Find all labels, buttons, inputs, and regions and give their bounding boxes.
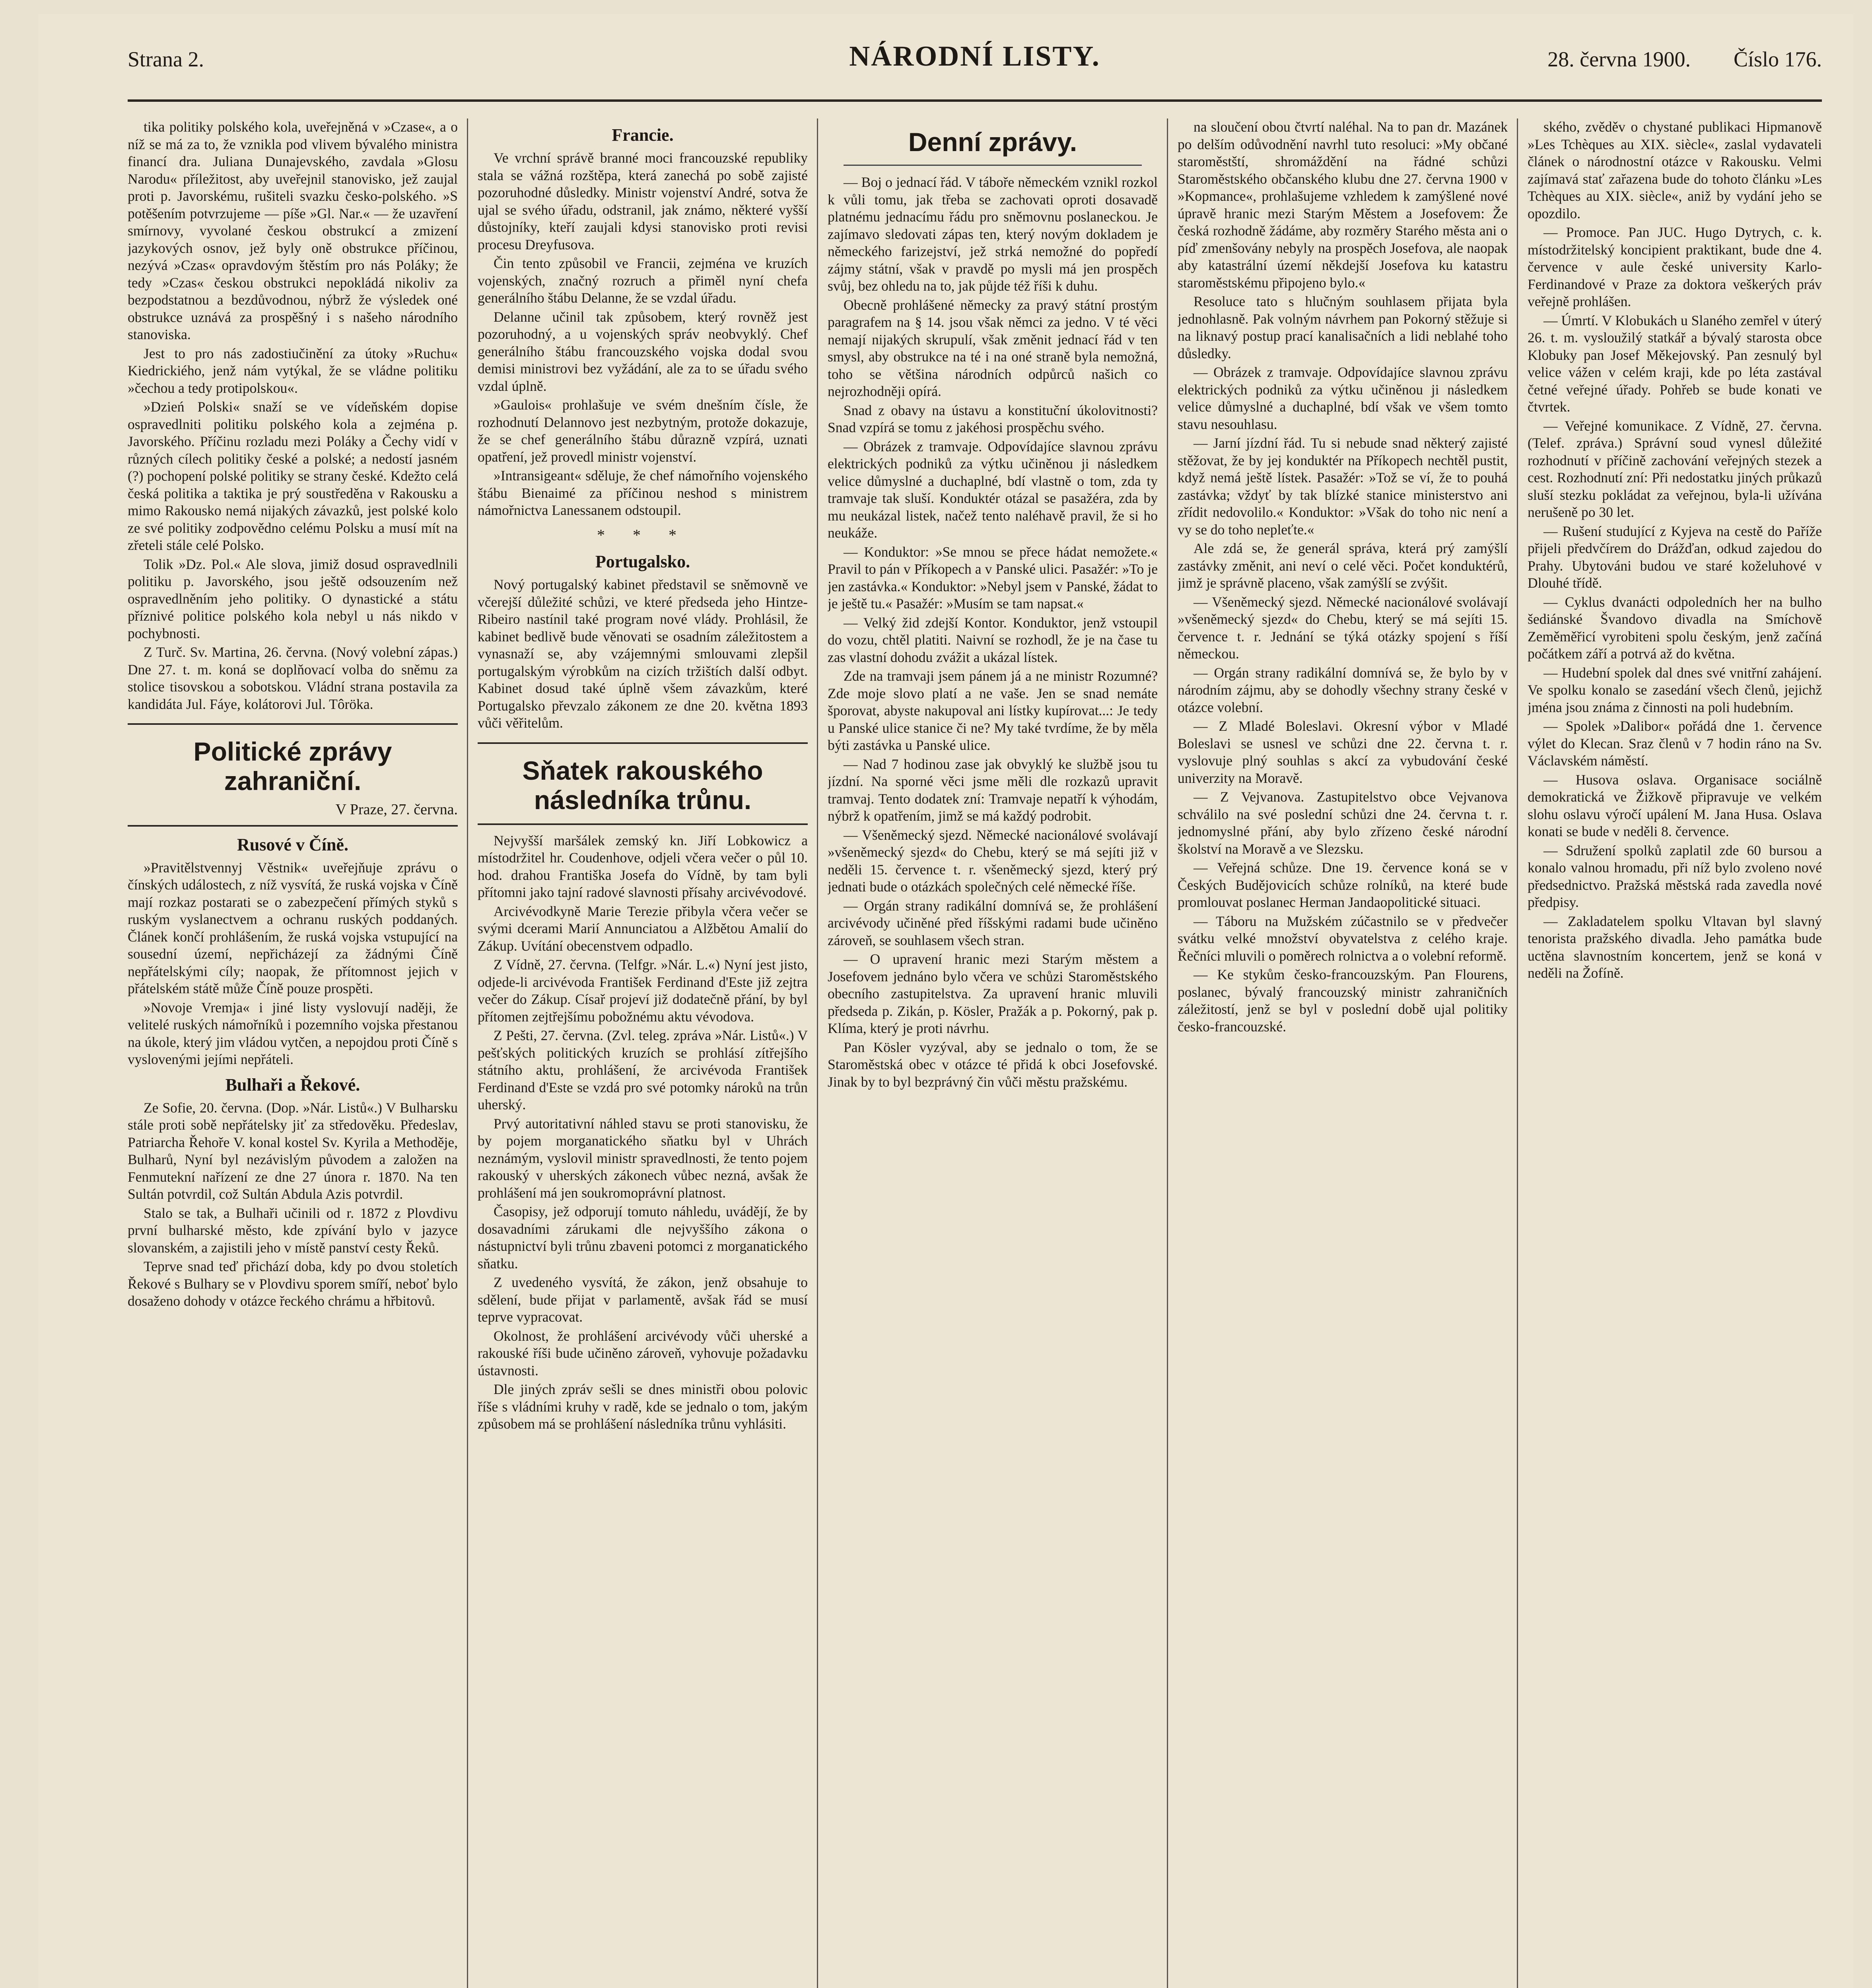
article-paragraph: tika politiky polského kola, uveřejněná v »Czase«, a o níž se má za to, že vznikla pod vlivem bývalého ministra financí dra. Juliana Dunajevského, zavdala »Glosu Narodu« příležitost, aby uveřejnil stanovisko, jež zaujal proti p. Javorskému, rušiteli svazku česko-polského. »S potěšením potvrzujeme — píše »Gl. Nar.« — že uzavření smírnovy, vyvolané českou obstrukcí a zmizení jazykových osnov, jež byly oně obstrukce příčinou, nezývá »Czas« opravdovým štěstím pro nás Poláky; že tedy »Czas« českou obstrukci nepokládá nikoliv za bezpodstatnou a bezdůvodnou, nýbrž že výsledek oné obstrukce uznává za prospěšný i s našeho národního stanoviska. [128, 119, 458, 342]
article-paragraph: Okolnost, že prohlášení arcivévody vůči uherské a rakouské říši bude učiněno zároveň, vyhovuje požadavku ústavnosti. [478, 1328, 808, 1378]
article-title: Francie. [612, 125, 674, 145]
article-paragraph: Zde na tramvaji jsem pánem já a ne ministr Rozumné? Zde moje slovo platí a ne vaše. Jen se snad nemáte šporovat, abyste nakupoval ani lístky kupírovat...: Je tedy u Panské ulice stanice či ne? My také tvrdíme, že by měla býti zastávka u Panské ulice. [828, 668, 1158, 753]
section-divider: * * * [597, 526, 688, 544]
article-paragraph: Prvý autoritativní náhled stavu se proti stanovisku, že by pojem morganatického sňatku byl v Uhrách neznámým, vyslovil ministr spravedlnosti, že tento pojem rakouský v uherských zákonech vůbec nezná, avšak že prohlášení má jen soukromoprávní platnost. [478, 1115, 808, 1201]
article-paragraph: — Orgán strany radikální domnívá se, že bylo by v národním zájmu, aby se dohodly všechny strany české v otázce volební. [1178, 664, 1508, 715]
section-box [128, 723, 458, 827]
article-paragraph: — Všeněmecký sjezd. Německé nacionálové svolávají »všeněmecký sjezd« do Chebu, který se má sejíti 15. července t. r. Jednání se týká otázky spojení s říší německou. [1178, 594, 1508, 662]
article-paragraph: — Z Mladé Boleslavi. Okresní výbor v Mladé Boleslavi se usnesl ve schůzi dne 22. června t. r. vyslovuje plný souhlas s akcí za vybudování české univerzity na Moravě. [1178, 718, 1508, 786]
column-5 [1528, 118, 1822, 1988]
article-paragraph: Z Turč. Sv. Martina, 26. června. (Nový volební zápas.) Dne 27. t. m. koná se doplňovací volba do sněmu za stolice tisovskou a sobotskou. Vládní strana postavila za kandidáta Jul. Fáye, kolátorovi Jul. Tôröka. [128, 644, 458, 712]
article-paragraph: Nejvyšší maršálek zemský kn. Jiří Lobkowicz a místodržitel hr. Coudenhove, odjeli včera večer o půl 10. hod. drahou Františka Josefa do Vídně, by tam byli přítomni jako tajní radové slavnosti přísahy arcivévodové. [478, 832, 808, 900]
column-3 [828, 118, 1158, 1988]
article-paragraph: — Jarní jízdní řád. Tu si nebude snad některý zajisté stěžovat, že by jej konduktér na Příkopech nechtěl pustit, když nemá ještě lístek. Pasažér: »Tož se ví, že to pouhá zastávka; vždyť by tak blízké stanice ministerstvo ani zřídit nedovolilo.« Konduktor: »Však do toho nic není a vy se do toho nepleťte.« [1178, 435, 1508, 538]
article-paragraph: »Novoje Vremja« i jiné listy vyslovují naději, že velitelé ruských námořníků i pozemního vojska přestanou na úkole, který jim vládou vytčen, a nepojdou proti Číně s vyslovenými jejími nepřáteli. [128, 999, 458, 1067]
article-paragraph: Stalo se tak, a Bulhaři učinili od r. 1872 z Plovdivu první bulharské město, kde zpívání bylo v jazyce slovanském, a zajistili jeho v místě panství cesty Řeků. [128, 1205, 458, 1256]
article-paragraph: Ale zdá se, že generál správa, která prý zamýšlí zastávky změnit, ani neví o celé věci. Počet konduktérů, jimž je správně placeno, však zamýšlí se zvýšit. [1178, 540, 1508, 591]
article-paragraph: ského, zvěděv o chystané publikaci Hipmanově »Les Tchèques au XIX. siècle«, zaslal vydavateli článek o národnostní otázce v Rakousku. Velmi zajímavá stať zařazena bude do tohoto článku »Les Tchèques au XIX. siècle«, aniž by vydání jeho se opozdilo. [1528, 119, 1822, 221]
article-paragraph: — Obrázek z tramvaje. Odpovídajíce slavnou zprávu elektrických podniků za výtku učiněnou ji následkem velice důmyslné a duchaplné, bdí však ve všem tomto stavu nesouhlasu. [1178, 364, 1508, 432]
section-title: Sňatek rakouského následníka trůnu. [522, 755, 763, 815]
column-rule [467, 118, 468, 1988]
article-paragraph: Z Pešti, 27. června. (Zvl. teleg. zpráva »Nár. Listů«.) V pešťských politických kruzích se prohlásí zítřejšího státního aktu, prohlášení, že arcivévoda František Ferdinand d'Este se vzdá pro své potomky nároků na trůn uherský. [478, 1027, 808, 1112]
article-paragraph: Nový portugalský kabinet představil se sněmovně ve včerejší důležité schůzi, ve které předseda jeho Hintze-Ribeiro nastínil také program nové vlády. Prohlásil, že kabinet bedlivě bude věnovati se osadním záležitostem a vynasnaží se, aby vzájemnými smlouvami zlepšil portugalským výrobkům na cizích tržištích další odbyt. Kabinet dosud také úplně všem závazkům, které Portugalsko převzalo zákonem ze dne 20. května 1893 vůči věřitelům. [478, 577, 808, 731]
article-paragraph: — Husova oslava. Organisace sociálně demokratická ve Žižkově připravuje ve velkém slohu oslavu výročí upálení M. Jana Husa. Oslava konati se bude v neděli 8. července. [1528, 771, 1822, 839]
article-paragraph: — Veřejná schůze. Dne 19. července koná se v Českých Budějovicích schůze rolníků, na které bude promlouvat poslanec Herman Jandaopolitické situaci. [1178, 860, 1508, 910]
article-paragraph: — Konduktor: »Se mnou se přece hádat nemožete.« Pravil to pán v Příkopech a v Panské ulici. Pasažér: »To je jen zastávka.« Konduktor: »Nebyl jsem v Panské, žádat to je ještě tu.« Pasažér: »Musím se tam napsat.« [828, 544, 1158, 612]
page-header [128, 31, 1822, 91]
article-paragraph: Obecně prohlášené německy za pravý státní prostým paragrafem na § 14. jsou však němci za jedno. V té věci nemají nijakých skrupulí, však změnit jednací řád v ten smysl, aby obstrukce na té i na oné straně byla nemožná, toho se většina národních odpůrců našich co nejrozhodněji opírá. [828, 297, 1158, 399]
article-paragraph: — Ke stykům česko-francouzským. Pan Flourens, poslanec, bývalý francouzský ministr zahraničních záležitostí, jenž se byl v poslední době ujal politiky česko-francouzské. [1178, 967, 1508, 1035]
article-paragraph: — Všeněmecký sjezd. Německé nacionálové svolávají »všeněmecký sjezd« do Chebu, který se má sejíti již v neděli 15. července t. r. všeněmecký sjezd, který prý jednati bude o otázkách společných celé německé říše. [828, 827, 1158, 895]
article-paragraph: Z Vídně, 27. června. (Telfgr. »Nár. L.«) Nyní jest jisto, odjede-li arcivévoda František Ferdinand d'Este již zejtra večer do Zákup. Císař projeví již dodatečně přání, by byl přítomen zejtřejšímu pobožnému aktu vévodova. [478, 957, 808, 1025]
article-paragraph: Tolik »Dz. Pol.« Ale slova, jimiž dosud ospravedlnili politiku p. Javorského, jsou ještě odsouzením než ospravedlněním jeho politiky. O dynastické a státu příznivé politice polského kola nebyl u nás nikdo v pochybnosti. [128, 556, 458, 641]
article-paragraph: — Hudební spolek dal dnes své vnitřní zahájení. Ve spolku konalo se zasedání všech členů, jejichž jména jsou známa z činnosti na poli hudebním. [1528, 664, 1822, 715]
article-paragraph: — Nad 7 hodinou zase jak obvyklý ke službě jsou tu jízdní. Na sporné věci jsme měli dle rozkazů upravit tramvaj. Tento dodatek zní: Tramvaje nepatří k výhodám, nýbrž k opatřením, jimž se má každý podrobit. [828, 756, 1158, 824]
article-paragraph: — Z Vejvanova. Zastupitelstvo obce Vejvanova schválilo na své poslední schůzi dne 24. června t. r. jednomyslné přání, aby bylo zřízeno české národní školství na Moravě a ve Slezsku. [1178, 789, 1508, 857]
article-paragraph: — Boj o jednací řád. V táboře německém vznikl rozkol k vůli tomu, jak třeba se zachovati oproti dosavadě platnému jednacímu řádu pro sněmovnu poslaneckou. Je zajímavo sledovati zápas ten, který novým dokladem je německého farizejství, jež strká nemožné do popředí zájmy státní, však v pravdě po mysli má jen prospěch svůj, bez ohledu na to, jak půjde též říši k duhu. [828, 174, 1158, 294]
article-paragraph: — Sdružení spolků zaplatil zde 60 bursou a konalo valnou hromadu, při níž bylo zvoleno nové předsednictvo. Pražská městská rada zavedla nové předpisy. [1528, 842, 1822, 910]
column-rule [1517, 118, 1518, 1988]
issue-date: 28. června 1900. [1547, 47, 1691, 71]
article-paragraph: Pan Kösler vyzýval, aby se jednalo o tom, že se Staroměstská obec v otázce té přidá k obci Josefovské. Jinak by to byl bezprávný čin vůči městu pražskému. [828, 1039, 1158, 1090]
article-paragraph: — Veřejné komunikace. Z Vídně, 27. června. (Telef. zpráva.) Správní soud vynesl důležité rozhodnutí v příčině zachování veřejných stezek a cest. Rozhodnutí zní: Při nedostatku jiných průkazů sluší stezku pokládat za veřejnou, byla-li užívána nerušeně po 30 let. [1528, 417, 1822, 520]
article-paragraph: »Gaulois« prohlašuje ve svém dnešním čísle, že rozhodnutí Delannovo jest nezbytným, protože dokazuje, že se chef generálního štábu důrazně vzpírá, uznati opatření, jež provedl ministr vojenství. [478, 397, 808, 465]
article-paragraph: Jest to pro nás zadostiučinění za útoky »Ruchu« Kiedrickiého, jenž nám vytýkal, že se vládne politiku »čechou a tedy protipolskou«. [128, 345, 458, 396]
section-title: Denní zprávy. [908, 127, 1077, 157]
article-paragraph: — Orgán strany radikální domnívá se, že prohlášení arcivévody učiněné před říšskými radami bude učiněno zároveň, se souhlasem všech stran. [828, 897, 1158, 948]
article-paragraph: — Zakladatelem spolku Vltavan byl slavný tenorista pražského divadla. Jeho památka bude uctěna slavnostním koncertem, jenž se koná v neděli na Žofíně. [1528, 913, 1822, 981]
article-title: Portugalsko. [595, 552, 690, 571]
section-box [478, 742, 808, 825]
article-paragraph: Z uvedeného vysvítá, že zákon, jenž obsahuje to sdělení, bude přijat v parlamentě, avšak řád se musí teprve vypracovat. [478, 1274, 808, 1325]
article-paragraph: »Intransigeant« sděluje, že chef námořního vojenského štábu Bienaimé za příčinou neshod s ministrem námořnictva Lanessanem odstoupil. [478, 468, 808, 518]
article-title: Rusové v Číně. [237, 835, 348, 854]
article-paragraph: »Dzień Polski« snaží se ve vídeňském dopise ospravedlniti politiku polského kola a zejména p. Javorského. Příčinu rozladu mezi Poláky a Čechy vidí v různých cílech politiky české a polské; a nedostí jasném (?) pochopení polské politiky se strany české. Kdežto celá česká politika a taktika je prý soustředěna v Rakousku a mimo Rakousko nemá nijakých závazků, jest polské kolo ze své politiky zodpovědno celému Polsku a musí mít na zřeteli stále celé Polsko. [128, 399, 458, 553]
column-1 [128, 118, 458, 1988]
column-rule [1167, 118, 1168, 1988]
section-title: Politické zprávy zahraniční. [193, 737, 392, 796]
article-paragraph: — Spolek »Dalibor« pořádá dne 1. července výlet do Klecan. Sraz členů v 7 hodin ráno na Sv. Václavském náměstí. [1528, 718, 1822, 769]
article-paragraph: — Rušení studující z Kyjeva na cestě do Paříže přijeli předvčírem do Drážďan, odkud zajedou do Prahy. Ubytováni budou ve staré koželuhové v Dlouhé třídě. [1528, 523, 1822, 591]
article-paragraph: Časopisy, jež odporují tomuto náhledu, uvádějí, že by dosavadními zárukami dle nejvyššího zákona o nástupnictví byli trůnu zbaveni potomci z morganatického sňatku. [478, 1204, 808, 1272]
article-paragraph: Čin tento způsobil ve Francii, zejména ve kruzích vojenských, značný rozruch a přiměl nyní chefa generálního štábu Delanne, že se vzdal úřadu. [478, 255, 808, 306]
article-paragraph: na sloučení obou čtvrtí naléhal. Na to pan dr. Mazánek po delším odůvodnění navrhl tuto resoluci: »My občané staroměstští, shromáždění na řádné schůzi Staroměstského občanského klubu dne 27. června 1900 v »Kopmance«, prohlašujeme vzhledem k zamýšlené nové úpravě hranic mezi Starým Městem a Josefovem: Že česká rozhodně žádáme, aby rozměry Starého města ani o píď zmenšovány nebyly na prospěch Josefova, ale naopak aby katastrální území někdejší Josefova ku katastru staroměstskému připojeno bylo.« [1178, 119, 1508, 291]
article-paragraph: — Cyklus dvanácti odpoledních her na bulho šediánské Švandovo divadla na Smíchově Zeměměřicí vyrobiteni spolu českým, jenž začíná počátkem září a potrvá až do května. [1528, 594, 1822, 662]
article-paragraph: Arcivévodkyně Marie Terezie přibyla včera večer se svými dcerami Marií Annunciatou a Alžbětou Amalií do Zákup. Uvítání obecenstvem odpadlo. [478, 903, 808, 954]
article-paragraph: — Velký žid zdejší Kontor. Konduktor, jenž vstoupil do vozu, chtěl platiti. Naivní se rozhodl, že je na čase tu zas vlastní dohodu zvážit a ukázal lístek. [828, 614, 1158, 665]
column-2 [478, 118, 808, 1988]
header-rule [128, 99, 1822, 102]
article-paragraph: »Pravitělstvennyj Věstnik« uveřejňuje zprávu o čínských událostech, z níž vysvítá, že ruská vojska v Číně mají rozkaz postarati se o zabezpečení přímých styků s ruským vyslanectvem a ochranu ruských poddaných. Článek končí prohlášením, že ruská vojska vstupující na sousední území, nepřicházejí za žádnými Číně nepřátelskými cíly; naopak, že přítomnost jejich v přátelském státě může Číně pouze prospěti. [128, 859, 458, 996]
page-number: Strana 2. [128, 47, 204, 71]
article-title: Bulhaři a Řekové. [225, 1075, 360, 1095]
article-paragraph: — Obrázek z tramvaje. Odpovídajíce slavnou zprávu elektrických podniků za výtku učiněnou ji následkem velice důmyslné a duchaplné, bdí vlastně o tom, zda ty tramvaje tak sluší. Konduktér otázal se pasažéra, zda by mu neukázal listek, načež tento naléhavě pravil, že si ho neukáže. [828, 438, 1158, 541]
section-date: V Praze, 27. června. [335, 801, 458, 818]
article-paragraph: — O upravení hranic mezi Starým městem a Josefovem jednáno bylo včera ve schůzi Staroměstského obecního zastupitelstva. Za upravení hranic mluvili předseda p. Zikán, p. Kösler, Pražák a p. Pokorný, pak p. Klíma, který je proti návrhu. [828, 951, 1158, 1036]
newspaper-page [38, 14, 1853, 1988]
column-rule [817, 118, 818, 1988]
article-paragraph: Delanne učinil tak způsobem, který rovněž jest pozoruhodný, a u vojenských správ neobvyklý. Chef generálního štábu francouzského vojska dodal svou demisi ministrovi bez vyžádání, ale za to se úřadu svého vzdal úplně. [478, 309, 808, 394]
title-rule [844, 165, 1142, 166]
article-paragraph: Ze Sofie, 20. června. (Dop. »Nár. Listů«.) V Bulharsku stále proti sobě nepřátelsky jiť za středověku. Předeslav, Patriarcha Řehoře V. konal kostel Sv. Kyrila a Methoděje, Bulharů, Nyní byl nezávislým původem a založen na Fenmutekní nařízení ze dne 27 února r. 1870. Na ten Sultán potvrdil, což Sultán Abdula Azis potvrdil. [128, 1099, 458, 1202]
article-paragraph: Ve vrchní správě branné moci francouzské republiky stala se vážná rozštěpa, která zanechá po sobě zajisté pozoruhodné důsledky. Ministr vojenství André, sotva že ujal se svého úřadu, odstranil, jak známo, některé vyšší důstojníky, kteří zaujali kdysi stanovisko proti revisi procesu Dreyfusova. [478, 150, 808, 252]
article-paragraph: — Úmrtí. V Klobukách u Slaného zemřel v úterý 26. t. m. vysloužilý statkář a bývalý starosta obce Klobuky pan Josef Měkejovský. Pan zesnulý byl velice vážen v celém kraji, kde po léta zastával četné veřejné úřady. Pohřeb se bude konati ve čtvrtek. [1528, 312, 1822, 415]
article-paragraph: Teprve snad teď přichází doba, kdy po dvou stoletích Řekové s Bulhary se v Plovdivu sporem smíří, neboť bylo dosaženo dohody v otázce řeckého chrámu a hřbitovů. [128, 1258, 458, 1309]
article-paragraph: Resoluce tato s hlučným souhlasem přijata byla jednohlasně. Pak volným návrhem pan Pokorný stěžuje si na liknavý postup prací kanalisačních a lidi neblahé toho důsledky. [1178, 293, 1508, 361]
column-4 [1178, 118, 1508, 1988]
issue-number: Číslo 176. [1733, 47, 1822, 71]
article-paragraph: — Táboru na Mužském zúčastnilo se v předvečer svátku velké množství obyvatelstva z celého kraje. Řečníci mluvili o poměrech rolnictva a o volební reformě. [1178, 913, 1508, 964]
article-paragraph: Dle jiných zpráv sešli se dnes ministři obou polovic říše s vládními kruhy v radě, kde se jednalo o tom, jakým způsobem má se prohlášení následníka trůnu vyhlásiti. [478, 1381, 808, 1432]
article-paragraph: Snad z obavy na ústavu a konstituční úkolovitnosti? Snad vzpírá se tomu z jakéhosi prospěchu svého. [828, 402, 1158, 435]
masthead-title: NÁRODNÍ LISTY. [849, 40, 1100, 72]
article-paragraph: — Promoce. Pan JUC. Hugo Dytrych, c. k. místodržitelský koncipient praktikant, bude dne 4. července v aule české university Karlo-Ferdinandové v Praze za doktora veškerých práv veřejně prohlášen. [1528, 224, 1822, 309]
